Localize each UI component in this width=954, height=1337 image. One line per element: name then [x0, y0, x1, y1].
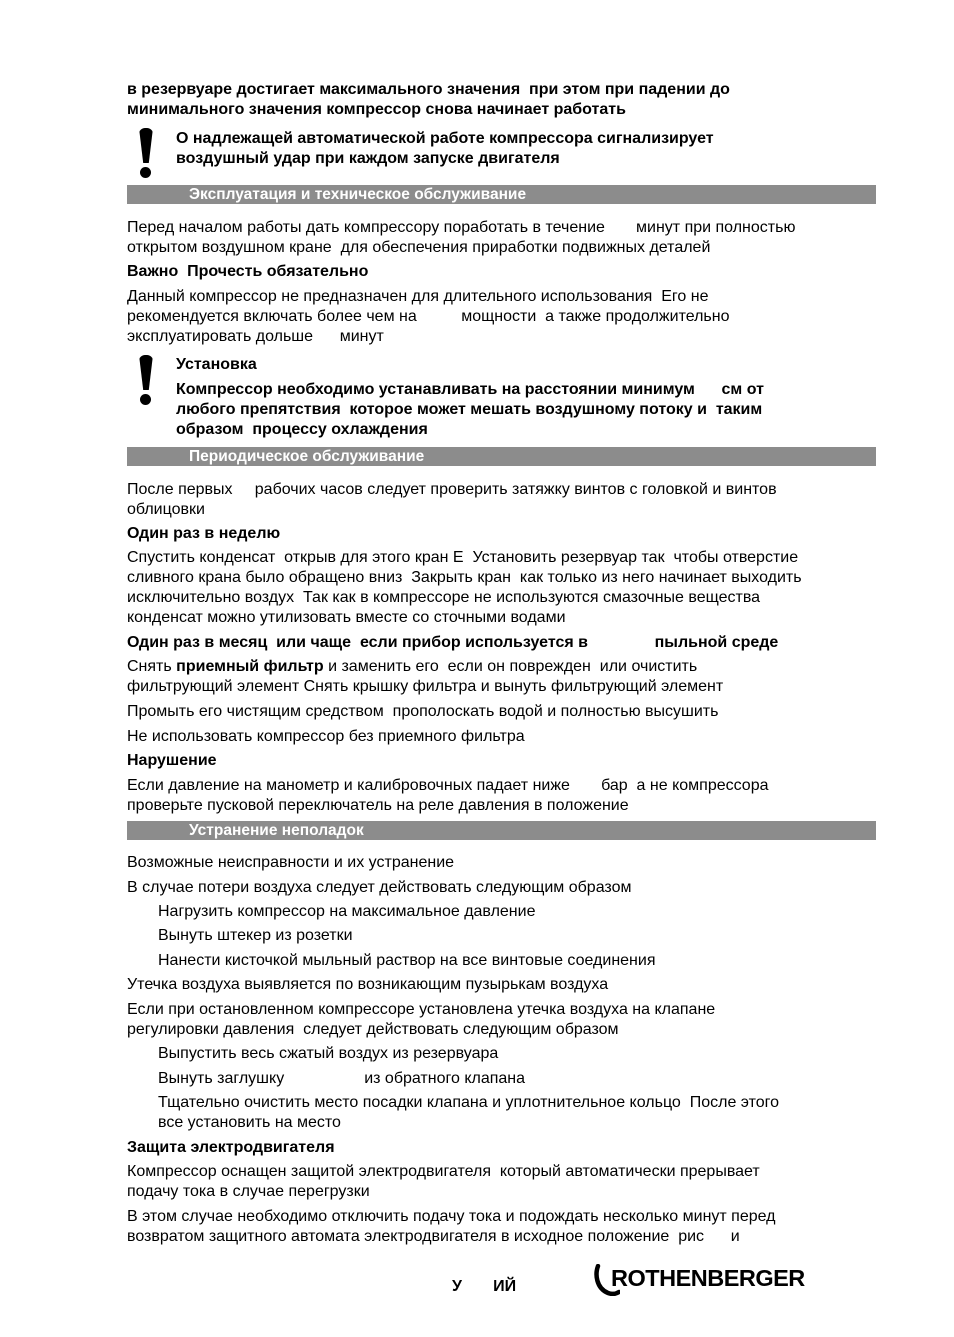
section-title: Периодическое обслуживание	[189, 448, 425, 465]
paragraph-faults: Возможные неисправности и их устранение	[127, 854, 455, 871]
list-item: Вынуть штекер из розетки	[158, 927, 353, 944]
motor-protection-heading: Защита электродвигателя	[127, 1139, 335, 1156]
install-text: Компрессор необходимо устанавливать на расстоянии минимум см от любого препятствия которое может мешать воздушному потоку и таким образом процессу охлаждения	[176, 381, 764, 438]
intro-text: в резервуаре достигает максимального значения при этом при падении до минимального значения компрессор снова начинает работать	[127, 81, 730, 118]
footer-text: У ИЙ	[452, 1278, 517, 1295]
filter-text-pre: Снять	[127, 658, 177, 675]
filter-text-bold: приемный фильтр	[176, 658, 324, 675]
section-header-operation	[127, 185, 876, 204]
list-item: Тщательно очистить место посадки клапана и уплотнительное кольцо После этого все установить на место	[158, 1094, 780, 1131]
paragraph-reset: В этом случае необходимо отключить подачу тока и подождать несколько минут перед возвратом защитного автомата электродвигателя в исходное положение рис и	[127, 1208, 776, 1245]
list-item: Выпустить весь сжатый воздух из резервуара	[158, 1045, 499, 1062]
filter-text-post: и заменить его если он поврежден или очистить фильтрующий элемент Снять крышку фильтра и вынуть фильтрующий элемент	[127, 658, 724, 695]
paragraph-leak-detect: Утечка воздуха выявляется по возникающим пузырькам воздуха	[127, 976, 609, 993]
install-heading: Установка	[176, 356, 257, 373]
section-title: Устранение неполадок	[189, 822, 364, 839]
list-item: Нанести кисточкой мыльный раствор на все винтовые соединения	[158, 952, 656, 969]
fault-heading: Нарушение	[127, 752, 217, 769]
monthly-heading: Один раз в месяц или чаще если прибор используется в пыльной среде	[127, 634, 779, 651]
section-header-troubleshooting	[127, 821, 876, 840]
logo-text: ROTHENBERGER	[611, 1265, 805, 1291]
list-item: Вынуть заглушку из обратного клапана	[158, 1070, 526, 1087]
paragraph-pressure: Если давление на манометр и калибровочных падает ниже бар а не компрессора проверьте пусковой переключатель на реле давления в положение	[127, 777, 769, 814]
paragraph-no-filter: Не использовать компрессор без приемного фильтра	[127, 728, 525, 745]
list-item: Нагрузить компрессор на максимальное давление	[158, 903, 536, 920]
important-heading: Важно Прочесть обязательно	[127, 263, 369, 280]
paragraph-first-hours: После первых рабочих часов следует проверить затяжку винтов с головкой и винтов облицовки	[127, 481, 777, 518]
warning-text-auto-operation: О надлежащей автоматической работе компрессора сигнализирует воздушный удар при каждом запуске двигателя	[176, 130, 714, 167]
paragraph-condensate: Спустить конденсат открыв для этого кран E Установить резервуар так чтобы отверстие сливного крана было обращено вниз Закрыть кран как только из него начинает выходить исключительно воздух Так как в компрессоре не используются смазочные вещества конденсат можно утилизовать вместе со сточными водами	[127, 549, 802, 626]
paragraph-motor-protection: Компрессор оснащен защитой электродвигателя который автоматически прерывает подачу тока в случае перегрузки	[127, 1163, 760, 1200]
section-header-maintenance	[127, 447, 876, 466]
paragraph-air-loss: В случае потери воздуха следует действовать следующим образом	[127, 879, 632, 896]
rothenberger-logo	[594, 1262, 828, 1296]
paragraph-run-in: Перед началом работы дать компрессору поработать в течение минут при полностью открытом воздушном кране для обеспечения приработки подвижных деталей	[127, 219, 796, 256]
paragraph-duty-cycle: Данный компрессор не предназначен для длительного использования Его не рекомендуется включать более чем на мощности а также продолжительно эксплуатировать дольше минут	[127, 288, 730, 345]
paragraph-valve-leak: Если при остановленном компрессоре установлена утечка воздуха на клапане регулировки давления следует действовать следующим образом	[127, 1001, 716, 1038]
section-title: Эксплуатация и техническое обслуживание	[189, 186, 527, 203]
paragraph-wash: Промыть его чистящим средством прополоскать водой и полностью высушить	[127, 703, 719, 720]
paragraph-filter	[127, 657, 877, 697]
weekly-heading: Один раз в неделю	[127, 525, 281, 542]
